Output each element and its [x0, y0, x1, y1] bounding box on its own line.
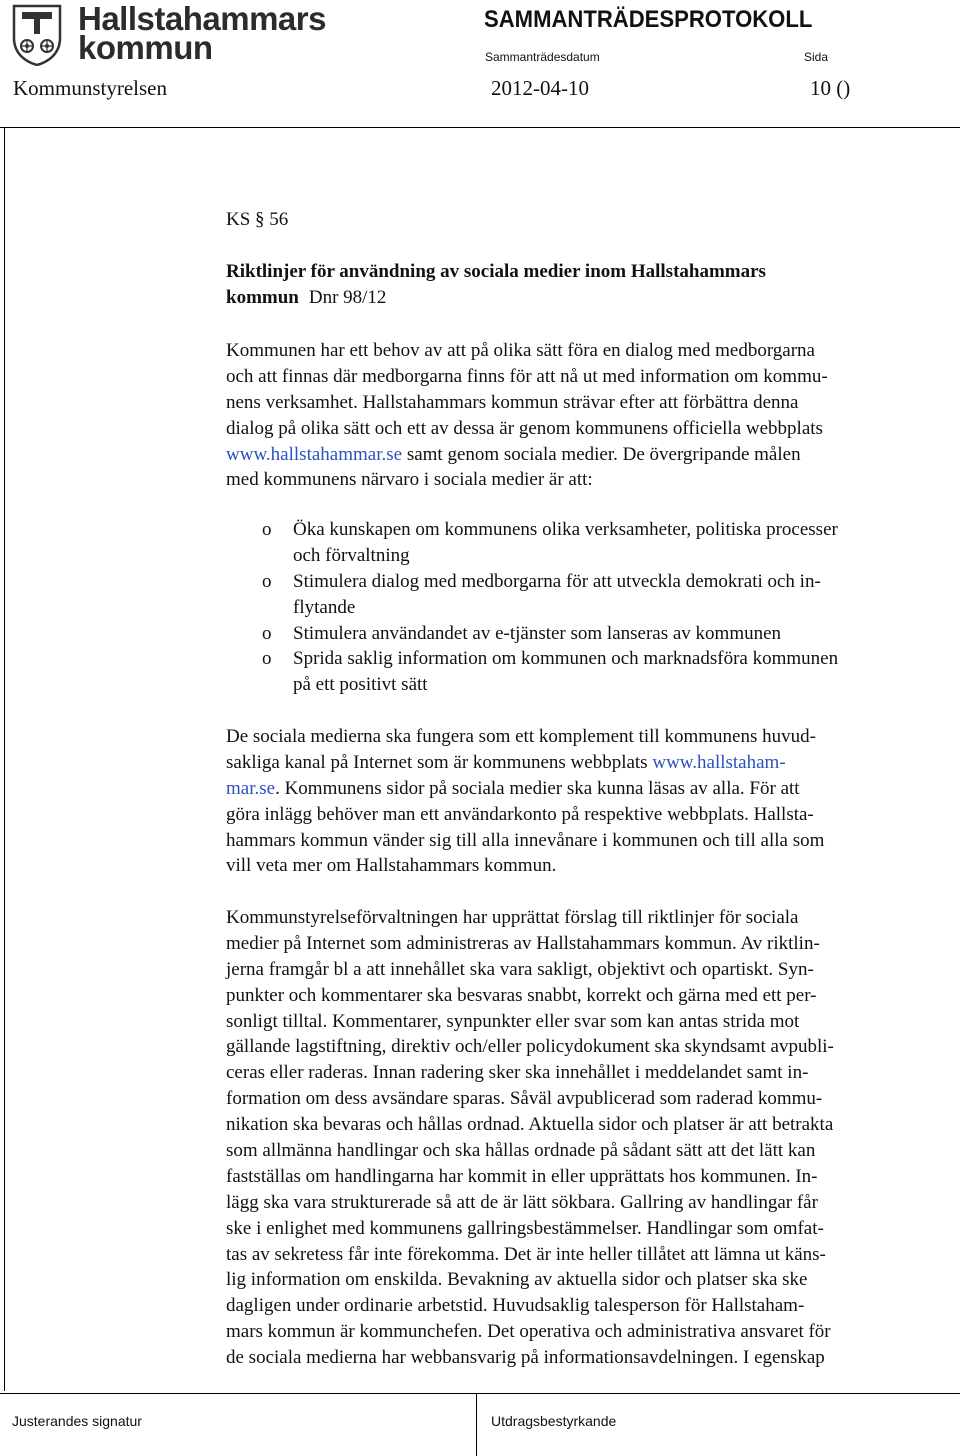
- text-run: samt genom sociala medier. De övergripande målen: [402, 443, 801, 465]
- section-number: KS § 56: [226, 209, 289, 230]
- text-line: [226, 724, 938, 750]
- list-item: [226, 646, 938, 698]
- paragraph-complement: [226, 724, 938, 879]
- left-margin-rule: [4, 127, 5, 1391]
- text-line: [226, 338, 938, 364]
- footer-divider: [0, 1393, 960, 1394]
- text-run: De sociala medierna ska fungera som ett komplement till kommunens huvud-: [226, 726, 816, 747]
- list-item-text: Öka kunskapen om kommunens olika verksamheter, politiska processer: [293, 519, 838, 540]
- text-run: sakliga kanal på Internet som är kommunens webbplats: [226, 751, 653, 773]
- title-line-2: kommun Dnr 98/12: [226, 286, 387, 308]
- text-line: [226, 853, 938, 879]
- text-run: dagligen under ordinarie arbetstid. Huvudsaklig talesperson för Hallstaham-: [226, 1295, 805, 1317]
- text-line: [226, 1138, 938, 1164]
- text-run: nikation ska bevaras och hållas ordnad. Aktuella sidor och platser är att betrakta: [226, 1114, 834, 1136]
- text-line: [226, 467, 938, 493]
- text-run: hammars kommun vänder sig till alla innevånare i kommunen och till alla som: [226, 829, 825, 851]
- text-line: [226, 828, 938, 854]
- text-run: Kommunstyrelseförvaltningen har upprättat förslag till riktlinjer för sociala: [226, 907, 799, 928]
- text-run: punkter och kommentarer ska besvaras snabbt, korrekt och gärna med ett per-: [226, 984, 817, 1006]
- text-run: formation om dess avsändare sparas. Såväl avpublicerad som raderad kommu-: [226, 1088, 823, 1110]
- footer-column-divider: [476, 1393, 477, 1456]
- goals-list: [226, 517, 938, 698]
- text-run: Kommunen har ett behov av att på olika sätt föra en dialog med medborgarna: [226, 340, 815, 361]
- text-run: dialog på olika sätt och ett av dessa är genom kommunens officiella webbplats: [226, 417, 823, 439]
- text-run: gällande lagstiftning, direktiv och/eller policydokument ska skyndsamt avpubli-: [226, 1036, 834, 1058]
- text-run: . Kommunens sidor på sociala medier ska kunna läsas av alla. För att: [275, 777, 800, 799]
- text-line: [226, 1164, 938, 1190]
- text-line: [226, 1112, 938, 1138]
- header-divider: [0, 127, 960, 128]
- text-run: med kommunens närvaro i sociala medier är att:: [226, 469, 593, 491]
- text-run: lägg ska vara strukturerade så att de är lätt sökbara. Gallring av handlingar får: [226, 1191, 818, 1213]
- extract-verification-label: Utdragsbestyrkande: [491, 1413, 617, 1429]
- meeting-date-label: Sammanträdesdatum: [485, 50, 600, 64]
- text-line: [226, 1242, 938, 1268]
- case-number: Dnr 98/12: [308, 286, 387, 308]
- list-item-text: Stimulera dialog med medborgarna för att utveckla demokrati och in-: [293, 570, 821, 592]
- text-run: ceras eller raderas. Innan radering sker ska innehållet i meddelandet samt in-: [226, 1062, 809, 1084]
- text-line: [226, 983, 938, 1009]
- list-item: [226, 621, 938, 647]
- text-line: [226, 1293, 938, 1319]
- text-run: medier på Internet som administreras av Hallstahammars kommun. Av riktlin-: [226, 932, 820, 954]
- text-run: lig information om enskilda. Bevakning av aktuella sidor och platser ska ske: [226, 1269, 808, 1291]
- list-item-text: på ett positivt sätt: [293, 674, 428, 696]
- text-line: [226, 1319, 938, 1345]
- text-run: som allmänna handlingar och ska hållas ordnade på sådant sätt att det lätt kan: [226, 1140, 816, 1162]
- text-line: [226, 957, 938, 983]
- text-run: nens verksamhet. Hallstahammars kommun strävar efter att förbättra denna: [226, 391, 799, 413]
- website-link[interactable]: www.hallstaham-: [652, 751, 786, 773]
- logo-line1: Hallstahammars: [78, 0, 326, 37]
- text-line: [226, 1034, 938, 1060]
- text-line: [226, 416, 938, 442]
- paragraph-guidelines: [226, 905, 938, 1371]
- text-line: [226, 750, 938, 776]
- text-run: ske i enlighet med kommunens gallringsbestämmelser. Handlingar som omfat-: [226, 1217, 824, 1239]
- title-line-1: Riktlinjer för användning av sociala medier inom Hallstahammars: [226, 261, 766, 282]
- document-type: SAMMANTRÄDESPROTOKOLL: [484, 6, 813, 33]
- signature-label: Justerandes signatur: [12, 1413, 142, 1429]
- text-line: [226, 905, 938, 931]
- text-line: [226, 442, 938, 468]
- logo-line2: kommun: [78, 29, 213, 66]
- text-line: [226, 1345, 938, 1371]
- bullet-icon: o: [262, 648, 272, 670]
- text-line: [226, 390, 938, 416]
- list-item-text: flytande: [293, 596, 356, 618]
- list-item-text: och förvaltning: [293, 544, 410, 566]
- text-line: [226, 364, 938, 390]
- text-run: vill veta mer om Hallstahammars kommun.: [226, 855, 557, 877]
- bullet-icon: o: [262, 622, 272, 644]
- text-line: [226, 1009, 938, 1035]
- text-line: [226, 802, 938, 828]
- text-line: [226, 1216, 938, 1242]
- list-item-text: Stimulera användandet av e-tjänster som lanseras av kommunen: [293, 622, 782, 644]
- section-title: [226, 259, 938, 311]
- text-run: sonligt tilltal. Kommentarer, synpunkter eller svar som kan antas strida mot: [226, 1010, 800, 1032]
- text-run: göra inlägg behöver man ett användarkonto på respektive webbplats. Hallsta-: [226, 803, 814, 825]
- text-line: [226, 776, 938, 802]
- meeting-date: 2012-04-10: [491, 76, 589, 100]
- coat-of-arms-icon: [12, 4, 62, 66]
- body-name: Kommunstyrelsen: [13, 76, 167, 100]
- list-item: [226, 517, 938, 569]
- list-item-text: Sprida saklig information om kommunen och marknadsföra kommunen: [293, 648, 839, 670]
- page-label: Sida: [804, 50, 829, 64]
- text-line: [226, 1086, 938, 1112]
- text-run: mars kommun är kommunchefen. Det operativa och administrativa ansvaret för: [226, 1321, 831, 1343]
- text-line: [226, 931, 938, 957]
- text-line: [226, 1190, 938, 1216]
- bullet-icon: o: [262, 570, 272, 592]
- bullet-icon: o: [262, 519, 272, 540]
- page-number: 10 (): [810, 76, 851, 100]
- text-run: och att finnas där medborgarna finns för att nå ut med information om kommu-: [226, 365, 828, 387]
- text-run: fastställas om handlingarna har kommit in eller upprättats hos kommunen. In-: [226, 1165, 818, 1187]
- text-run: jerna framgår bl a att innehållet ska vara sakligt, objektivt och opartiskt. Syn-: [226, 958, 814, 980]
- logo-wordmark: [78, 0, 326, 66]
- website-link[interactable]: www.hallstahammar.se: [226, 443, 403, 465]
- text-run: de sociala medierna har webbansvarig på informationsavdelningen. I egenskap: [226, 1347, 825, 1369]
- paragraph-intro: [226, 338, 938, 493]
- text-line: [226, 1060, 938, 1086]
- text-run: tas av sekretess får inte förekomma. Det är inte heller tillåtet att lämna ut käns-: [226, 1243, 826, 1265]
- website-link[interactable]: mar.se: [226, 777, 276, 799]
- list-item: [226, 569, 938, 621]
- text-line: [226, 1267, 938, 1293]
